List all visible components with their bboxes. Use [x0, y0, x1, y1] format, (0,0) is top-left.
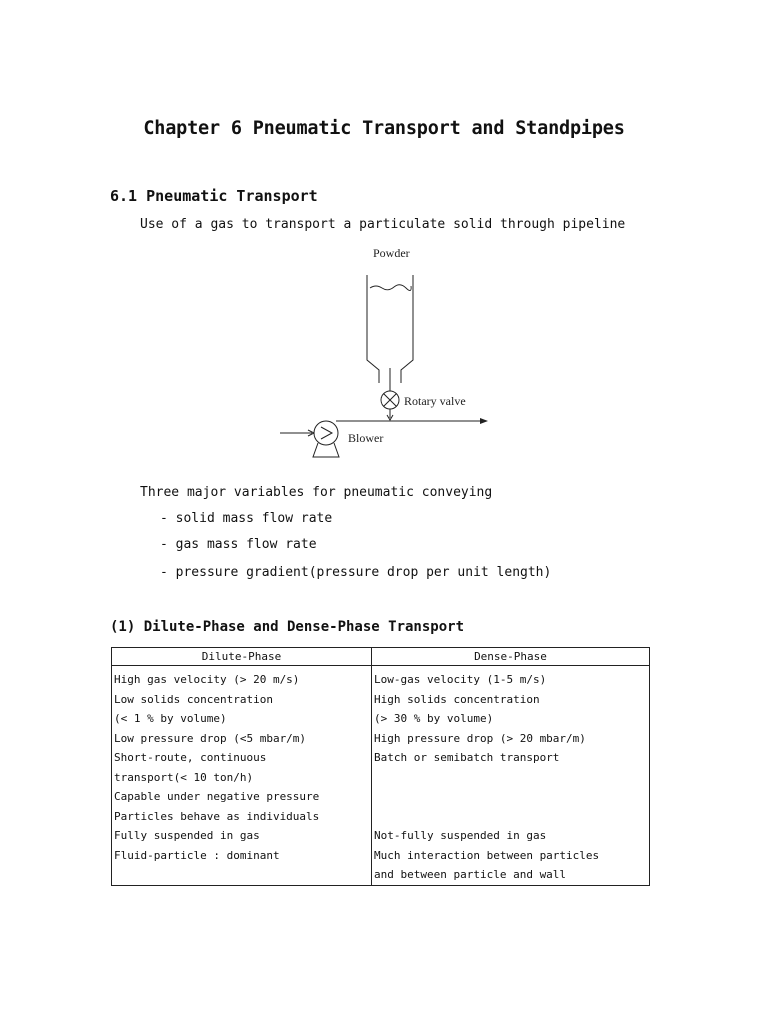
table-cell-line: Capable under negative pressure	[114, 790, 320, 803]
variables-heading: Three major variables for pneumatic conveying	[140, 485, 493, 500]
diagram-svg	[270, 240, 500, 465]
table-cell-line: Particles behave as individuals	[114, 809, 320, 823]
variable-item: - gas mass flow rate	[160, 537, 317, 552]
table-cell-line: (> 30 % by volume)	[374, 712, 494, 725]
table-cell-line: Low-gas velocity (1-5 m/s)	[374, 673, 547, 686]
section-heading: 6.1 Pneumatic Transport	[110, 187, 318, 205]
table-cell-line: Low solids concentration	[114, 692, 273, 706]
dense-phase-cell	[372, 666, 650, 886]
phase-comparison-table	[111, 647, 650, 886]
table-cell-line: transport(< 10 ton/h)	[114, 770, 254, 784]
powder-label: Powder	[373, 246, 410, 260]
table-cell-line	[374, 807, 649, 827]
table-cell-line	[374, 768, 649, 788]
table-cell-line: Short-route, continuous	[114, 751, 267, 764]
table-cell-line	[114, 865, 371, 885]
section-intro: Use of a gas to transport a particulate solid through pipeline	[140, 217, 626, 232]
table-cell-line: Much interaction between particles	[374, 848, 600, 862]
rotary-valve-label: Rotary valve	[404, 394, 466, 408]
table-cell-line: Low pressure drop (<5 mbar/m)	[114, 731, 307, 745]
table-row	[112, 666, 650, 886]
table-cell-line: High gas velocity (> 20 m/s)	[114, 673, 300, 686]
table-cell-line: Not-fully suspended in gas	[374, 829, 547, 842]
table-cell-line: Fluid-particle : dominant	[114, 848, 280, 862]
table-cell-line: Batch or semibatch transport	[374, 751, 560, 764]
table-cell-line: High pressure drop (> 20 mbar/m)	[374, 731, 586, 745]
table-header-row	[112, 648, 650, 666]
variable-item: - pressure gradient(pressure drop per unit length)	[160, 565, 552, 580]
blower-icon	[314, 421, 338, 445]
pipeline-arrow-icon	[480, 418, 488, 424]
table-cell-line: High solids concentration	[374, 692, 540, 706]
powder-surface	[370, 285, 411, 291]
table-header-dilute: Dilute-Phase	[112, 648, 372, 666]
table-cell-line: (< 1 % by volume)	[114, 712, 227, 725]
subsection-heading: (1) Dilute-Phase and Dense-Phase Transport	[110, 619, 465, 635]
hopper-outline	[367, 275, 413, 383]
blower-label: Blower	[348, 431, 384, 445]
table-header-dense: Dense-Phase	[372, 648, 650, 666]
table-cell-line: and between particle and wall	[374, 868, 567, 881]
variable-item: - solid mass flow rate	[160, 511, 333, 526]
pneumatic-transport-diagram	[270, 240, 500, 465]
dilute-phase-cell	[112, 666, 372, 886]
table-cell-line: Fully suspended in gas	[114, 829, 260, 842]
page-title: Chapter 6 Pneumatic Transport and Standpipes	[143, 118, 625, 139]
table-cell-line	[374, 787, 649, 807]
